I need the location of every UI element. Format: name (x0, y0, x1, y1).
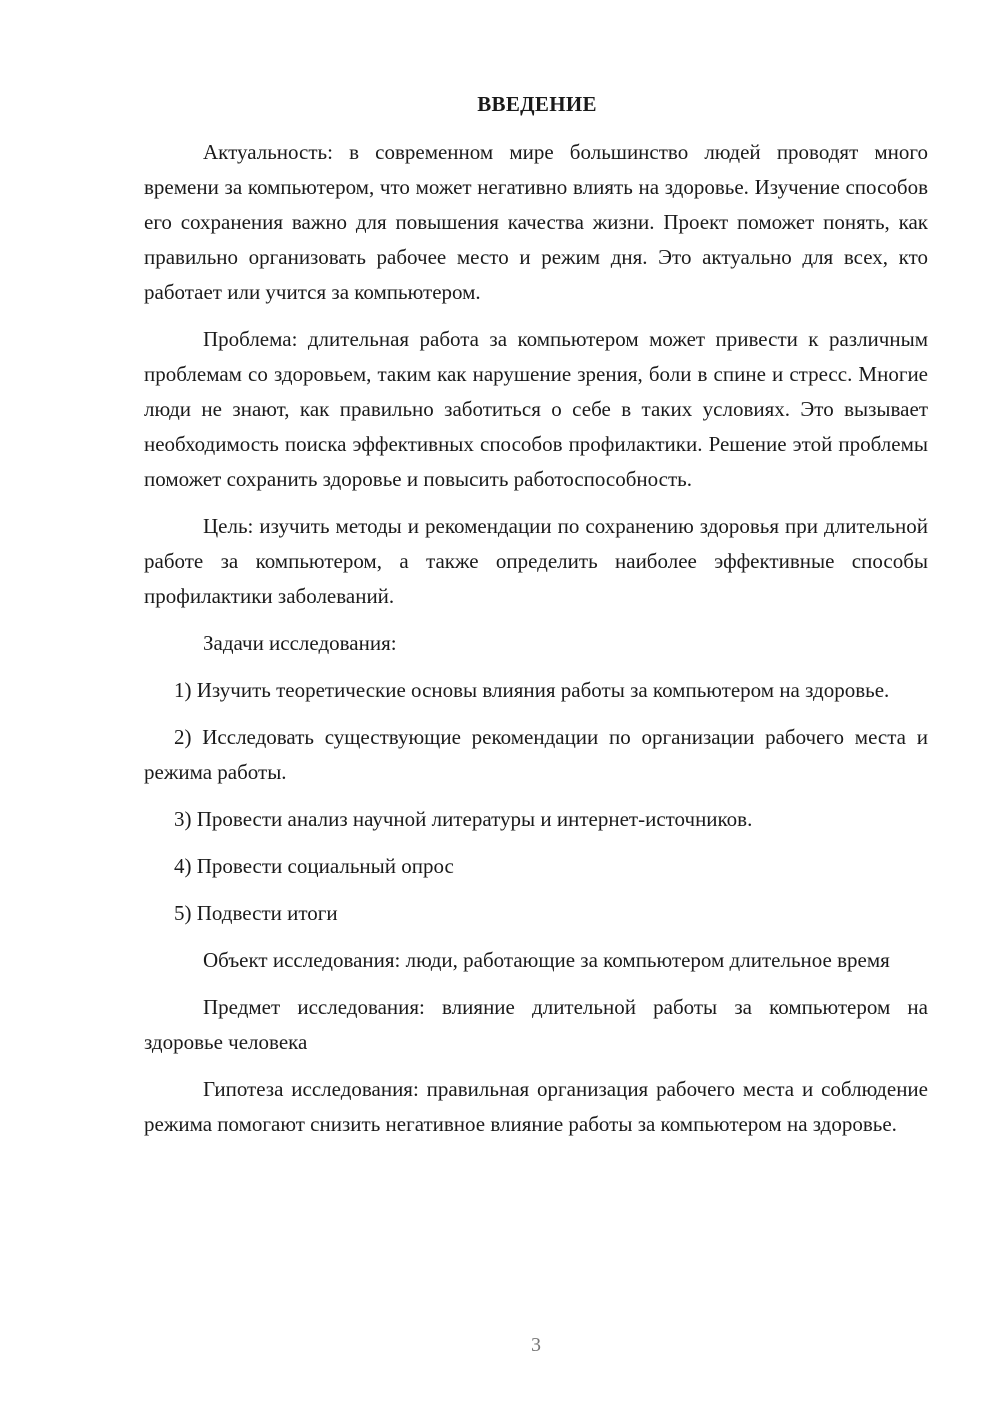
page-number: 3 (531, 1334, 541, 1356)
problem-paragraph: Проблема: длительная работа за компьютером может привести к различным проблемам со здоровьем, таким как нарушение зрения, боли в спине и стресс. Многие люди не знают, как правильно заботиться о себе в таких условиях. Это вызывает необходимость поиска эффективных способов профилактики. Решение этой проблемы поможет сохранить здоровье и повысить работоспособность. (144, 327, 928, 491)
task-item-1: 1) Изучить теоретические основы влияния работы за компьютером на здоровье. (174, 678, 890, 702)
page-title: ВВЕДЕНИЕ (477, 92, 597, 116)
task-item-4: 4) Провести социальный опрос (174, 854, 454, 878)
hypothesis-paragraph: Гипотеза исследования: правильная организация рабочего места и соблюдение режима помогают снизить негативное влияние работы за компьютером на здоровье. (144, 1077, 928, 1136)
goal-paragraph: Цель: изучить методы и рекомендации по сохранению здоровья при длительной работе за компьютером, а также определить наиболее эффективные способы профилактики заболеваний. (144, 514, 928, 608)
document-page (144, 92, 928, 1154)
tasks-heading: Задачи исследования: (203, 631, 397, 655)
task-item-5: 5) Подвести итоги (174, 901, 338, 925)
task-item-3: 3) Провести анализ научной литературы и интернет-источников. (174, 807, 753, 831)
relevance-paragraph: Актуальность: в современном мире большинство людей проводят много времени за компьютером, что может негативно влиять на здоровье. Изучение способов его сохранения важно для повышения качества жизни. Проект поможет понять, как правильно организовать рабочее место и режим дня. Это актуально для всех, кто работает или учится за компьютером. (144, 140, 928, 304)
task-item-2: 2) Исследовать существующие рекомендации по организации рабочего места и режима работы. (144, 725, 928, 784)
subject-paragraph: Предмет исследования: влияние длительной работы за компьютером на здоровье человека (144, 995, 928, 1054)
object-paragraph: Объект исследования: люди, работающие за компьютером длительное время (203, 948, 890, 972)
